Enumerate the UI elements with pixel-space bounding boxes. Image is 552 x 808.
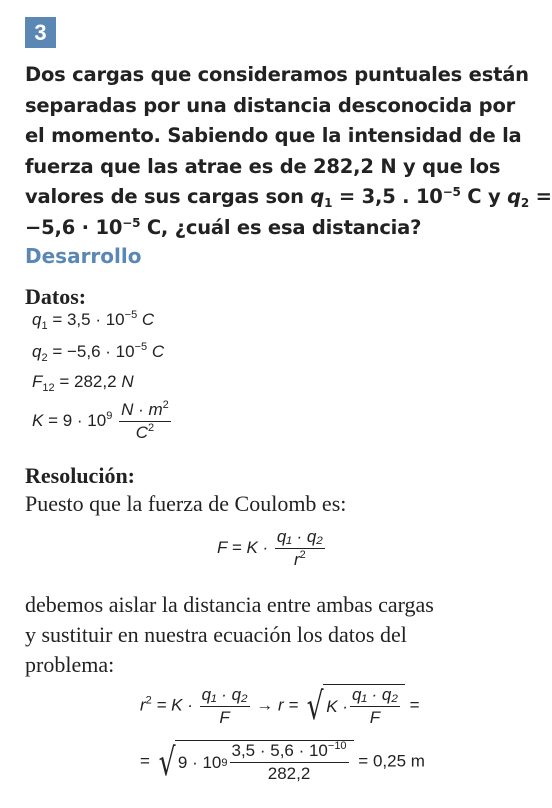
- datos-k: [32, 400, 173, 443]
- problem-statement: [25, 60, 552, 243]
- root-fraction: [350, 685, 400, 728]
- var-unit: N: [121, 372, 134, 391]
- root-factor: K ·: [326, 696, 348, 716]
- square-root: √ K · $\frac{\text{q₁ · q₂}}{F}$: [303, 684, 405, 728]
- square-root: √ 9 · 10 9 $\frac{3,5 \cdot 5,6 \cdot 10^{-10}}{282,2}$: [155, 740, 354, 784]
- section-heading: Desarrollo: [25, 244, 142, 268]
- paragraph-line: y sustituir en nuestra ecuación los datos del: [25, 622, 407, 647]
- q1-symbol: q: [310, 185, 325, 208]
- root-fraction: [230, 741, 349, 784]
- fraction-numerator: q₁ · q₂: [276, 527, 323, 546]
- fraction-denominator: F: [369, 708, 381, 727]
- var-exponent: 9: [106, 409, 113, 422]
- resolucion-title: Resolución:: [25, 463, 135, 488]
- statement-text: C, ¿cuál es esa distancia?: [140, 215, 422, 239]
- statement-text: valores de sus cargas son: [25, 185, 311, 208]
- eq-lhs: r: [140, 695, 146, 715]
- fraction-numerator: q₁ · q₂: [351, 685, 398, 704]
- var-symbol: F: [32, 372, 43, 391]
- var-symbol: q: [32, 342, 42, 361]
- q2-subscript: 2: [520, 196, 530, 210]
- var-symbol: K: [32, 410, 44, 430]
- numerator-exponent: 2: [162, 399, 169, 411]
- datos-f12: [32, 372, 134, 392]
- var-value: = 3,5 · 10: [52, 310, 125, 329]
- q2-exponent: −5: [122, 215, 141, 230]
- var-unit: C: [141, 310, 155, 329]
- datos-q2: [32, 342, 164, 362]
- var-exponent: −5: [134, 341, 148, 353]
- fraction-denominator: 282,2: [267, 764, 311, 783]
- datos-q1: [32, 310, 154, 330]
- q1-exponent: −5: [442, 185, 461, 199]
- fraction-denominator: r: [293, 550, 300, 569]
- fraction-numerator: N · m: [121, 400, 163, 419]
- q1-value: = 3,5 . 10: [332, 185, 443, 208]
- k-unit-fraction: [119, 400, 171, 443]
- statement-line: Dos cargas que consideramos puntuales están: [25, 63, 529, 86]
- eq-arrow: → r =: [256, 695, 299, 715]
- q2-value: −5,6 · 10: [25, 215, 123, 239]
- var-symbol: q: [32, 310, 42, 329]
- statement-line: [25, 213, 515, 244]
- paragraph-line: debemos aislar la distancia entre ambas cargas: [25, 592, 434, 617]
- formula-fraction: [275, 527, 325, 570]
- var-exponent: −5: [124, 309, 138, 321]
- denominator-exponent: 2: [147, 422, 155, 434]
- var-subscript: 2: [41, 352, 48, 364]
- problem-number-badge: 3: [25, 17, 56, 48]
- eq-start: =: [140, 751, 150, 771]
- var-subscript: 1: [41, 320, 48, 332]
- q1-subscript: 1: [324, 196, 333, 210]
- equation-isolate-r: [140, 684, 420, 728]
- denominator-exponent: 2: [299, 549, 306, 561]
- q2-symbol: q: [507, 185, 521, 208]
- eq-fraction: [200, 685, 250, 728]
- var-unit: C: [151, 342, 165, 361]
- resolucion-intro: Puesto que la fuerza de Coulomb es:: [25, 491, 347, 516]
- statement-text: =: [529, 185, 552, 208]
- statement-line: el momento. Sabiendo que la intensidad de la: [25, 124, 522, 147]
- var-value: = −5,6 · 10: [52, 342, 135, 361]
- coulomb-formula: [217, 527, 327, 570]
- eq-mid: = K ·: [156, 695, 193, 715]
- statement-line: fuerza que las atrae es de 282,2 N y que los: [25, 154, 501, 178]
- paragraph-line: problema:: [25, 652, 115, 677]
- eq-end: =: [409, 695, 420, 715]
- numerator-exponent: −10: [327, 740, 347, 752]
- eq-result: = 0,25 m: [358, 751, 425, 771]
- statement-line: [25, 182, 552, 213]
- fraction-denominator: F: [219, 707, 230, 727]
- root-factor: 9 · 10: [177, 752, 222, 772]
- eq-lhs-exponent: 2: [145, 694, 152, 707]
- statement-line: separadas por una distancia desconocida por: [25, 93, 516, 117]
- fraction-numerator: q₁ · q₂: [201, 684, 248, 704]
- fraction-denominator: C: [135, 423, 148, 442]
- equation-result: [140, 740, 425, 784]
- var-value: = 282,2: [59, 372, 117, 391]
- var-value: = 9 · 10: [48, 410, 107, 430]
- datos-title: Datos:: [25, 284, 87, 309]
- var-subscript: 12: [42, 382, 55, 394]
- statement-text: C y: [460, 185, 508, 208]
- formula-lhs: F = K ·: [217, 537, 269, 557]
- fraction-numerator: 3,5 · 5,6 · 10: [231, 741, 328, 760]
